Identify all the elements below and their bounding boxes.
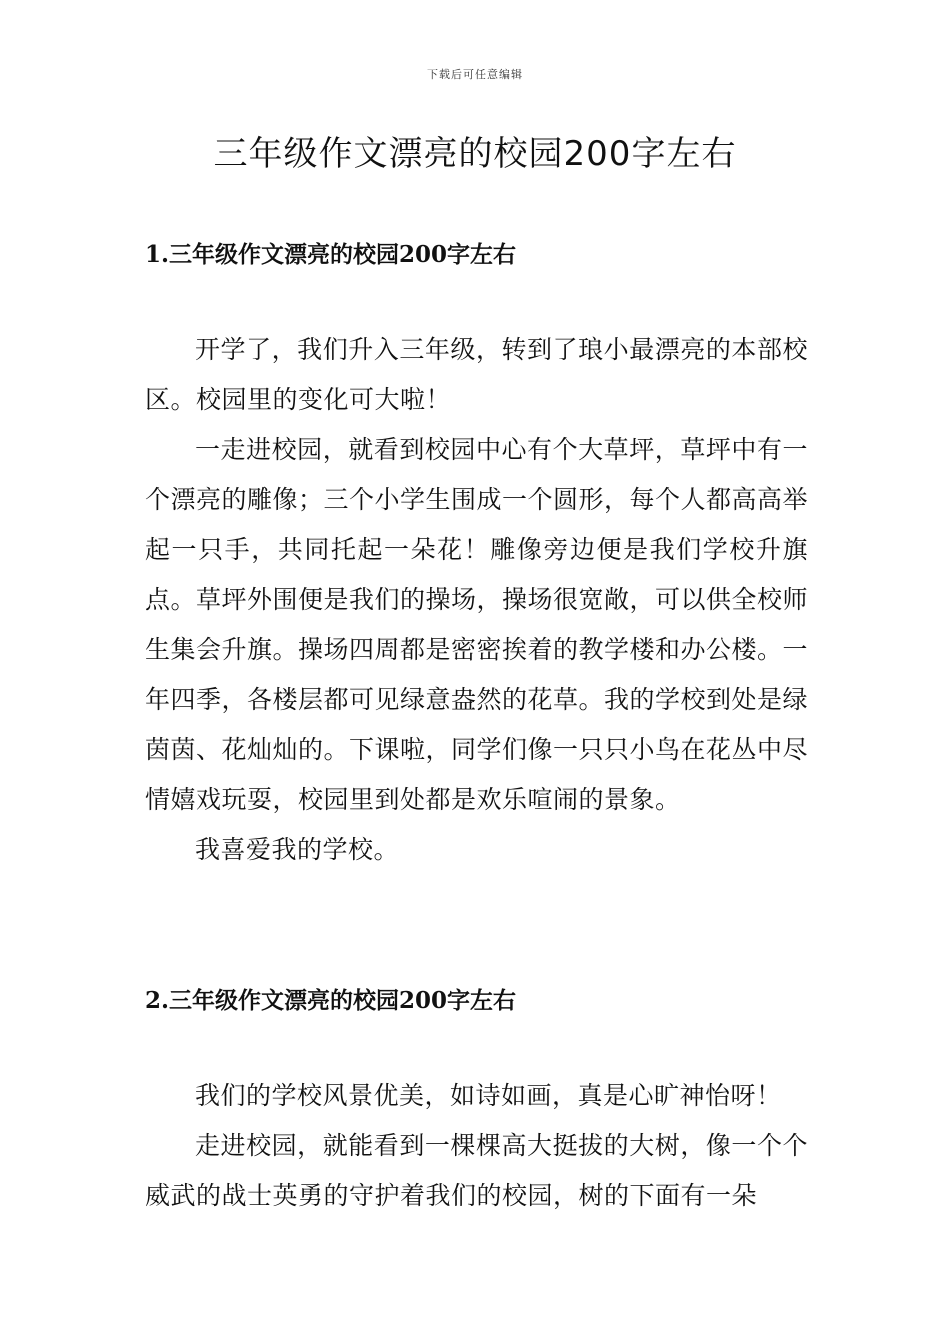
section-2-paragraph-2: 走进校园，就能看到一棵棵高大挺拔的大树，像一个个威武的战士英勇的守护着我们的校园，树的下面有一朵	[145, 1131, 808, 1210]
section-1-paragraph-1: 开学了，我们升入三年级，转到了琅小最漂亮的本部校区。校园里的变化可大啦！	[145, 335, 808, 414]
section-1-paragraph-3: 我喜爱我的学校。	[195, 835, 400, 864]
section-1-paragraph-2: 一走进校园，就看到校园中心有个大草坪，草坪中有一个漂亮的雕像；三个小学生围成一个圆形，每个人都高高举起一只手，共同托起一朵花！雕像旁边便是我们学校升旗点。草坪外围便是我们的操场，操场很宽敞，可以供全校师生集会升旗。操场四周都是密密挨着的教学楼和办公楼。一年四季，各楼层都可见绿意盎然的花草。我的学校到处是绿茵茵、花灿灿的。下课啦，同学们像一只只小鸟在花丛中尽情嬉戏玩耍，校园里到处都是欢乐喧闹的景象。	[145, 435, 809, 814]
section-1-heading: 1.三年级作文漂亮的校园200字左右	[145, 241, 517, 268]
document-title: 三年级作文漂亮的校园200字左右	[213, 134, 737, 174]
section-2-heading: 2.三年级作文漂亮的校园200字左右	[145, 987, 517, 1014]
header-note: 下载后可任意编辑	[427, 68, 523, 81]
section-2-body	[145, 1071, 808, 1221]
section-2-paragraph-1: 我们的学校风景优美，如诗如画，真是心旷神怡呀！	[195, 1081, 782, 1110]
section-1-body	[145, 325, 808, 875]
